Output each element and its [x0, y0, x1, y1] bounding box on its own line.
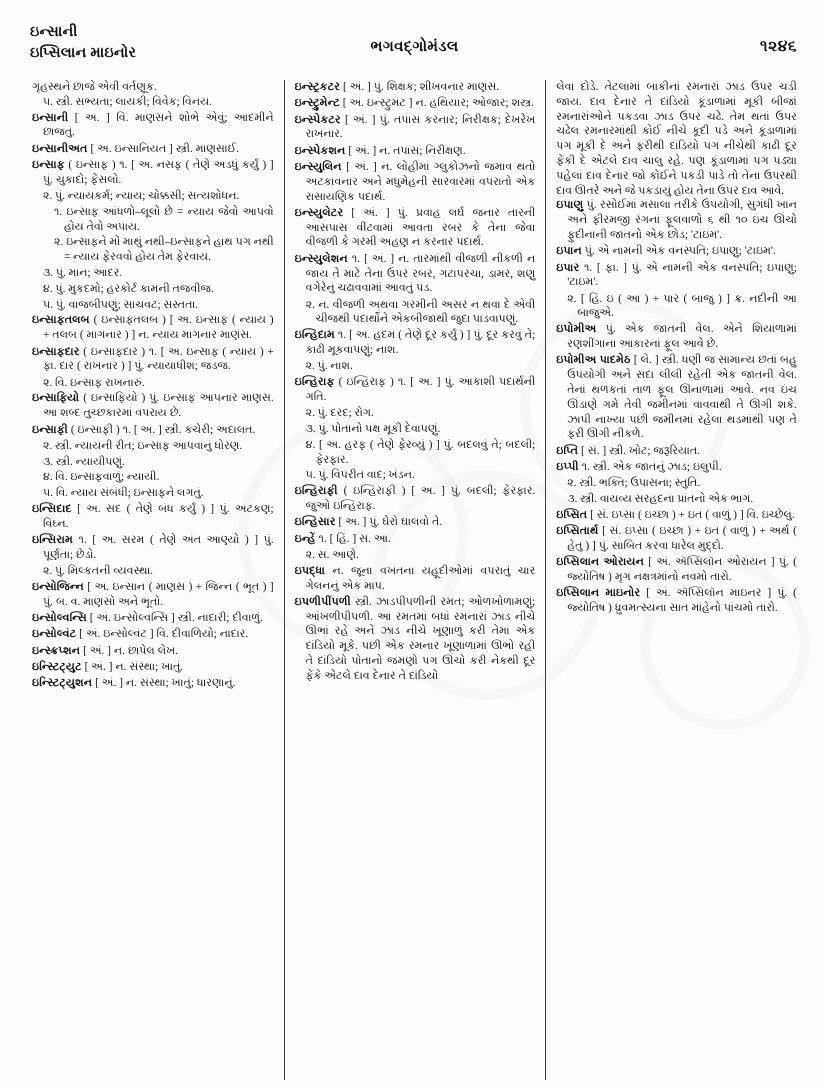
entry-example: ૨. ઇન્સાફને મોં માથું નથી–ઇન્સાફને હાથ પગ નથી = ન્યાય ફેરવવો હોય તેમ ફેરવાય. [54, 236, 274, 264]
entry-sense: ૩. પું. માન; આદર. [43, 267, 123, 280]
entry-definition: ( ઇન્સાફી ) ૧. [ અ. ] સ્ત્રી. કચેરી; અદાલત. [67, 423, 256, 436]
dictionary-entry [556, 244, 797, 259]
dictionary-entry [556, 555, 797, 585]
dictionary-entry [295, 532, 536, 547]
entry-sense: ૨. સ્ત્રી. ભક્તિ; ઉપાસના; સ્તુતિ. [567, 477, 701, 490]
entry-headword: ઇન્હેં [294, 532, 316, 545]
entry-sense: ૨. સ્ત્રી. ન્યાયની રીત; ઇન્સાફ આપવાનું ધોરણ. [43, 439, 243, 452]
entry-headword: ઇન્સાફ [32, 158, 65, 171]
entry-headword: ઇન્સ્ટ્રકટર [294, 81, 340, 93]
entry-headword: ઇપ્તિ [556, 444, 579, 457]
entry-headword: ઇપ્સિત [556, 508, 588, 521]
dictionary-entry [32, 611, 274, 626]
entry-headword: ઇન્સાફિયો [32, 392, 80, 405]
dictionary-entry [556, 261, 797, 291]
entry-definition: [ અ. ઇન્સાન ( માણસ ) + જિન્ન ( ભૂત ) ] પું. બ. વ. માણસો અને ભૂતો. [43, 581, 274, 608]
entry-definition: [ અં. ઇન્સોલ્વન્સિ ] સ્ત્રી. નાદારી; દીવાળું. [86, 612, 263, 625]
column-container [22, 80, 807, 1080]
paragraph-text: લેવા દોડે. તેટલામાં બાકીનાં રમનારાં ઝાડ ઉપર ચડી જાય. દાવ દેનાર તે દાંડિયો કૂંડાળામાં મૂકી બીજાં રમનારાંઓને પકડવા ઝાડ ઉપર ચઢે. તેમ થતાં ઉપર ચઢેલ રમનારમાંથી કોઈ નીચે કૂદી પડે અને કૂંડાળામાં પગ મૂકી દે અને ફરીથી દાંડિયો પગ નીચેથી કાઢી દૂર ફેંકી દે એટલે દાવ ચાલુ રહે. પણ કૂંડાળામાં પગ પડ્યા પહેલાં દાવ દેનાર જો કોઈને પકડી પાડે તો તેના ઉપરથી દાવ ઊતરે અને જે પકડાયું હોય તેના ઉપર દાવ આવે. [556, 81, 797, 197]
entry-definition: [ અં. ઇન્સ્ટ્રુમંટ ] ન. હથિયાર; ઓજાર; શસ્ત્ર. [339, 97, 534, 110]
dictionary-entry [295, 80, 536, 95]
entry-headword: ઇન્સોલ્વન્સિ [32, 612, 87, 625]
entry-sense: ૨. પું. નાશ. [305, 360, 353, 373]
column-1 [22, 80, 284, 1080]
book-title: ભગવદ્ગોમંડલ [370, 39, 459, 55]
entry-headword: ઇન્સોલ્વંટ [32, 628, 77, 641]
entry-sense: ૫. વિ. ન્યાય સંબંધી; ઇન્સાફને લગતું. [43, 487, 204, 500]
dictionary-entry [32, 676, 274, 691]
entry-sense: ૫. પું. વિપરીત વાદ; ખંડન. [305, 469, 415, 482]
entry-definition: ૧. સ્ત્રી. એક જાતનું ઝાડ; ઇલુપી. [578, 460, 722, 473]
dictionary-entry [556, 524, 797, 554]
entry-definition: [ અં. ] ન. લોહીમાં ગ્લુકોઝનો જમાવ થતો અટકાવનાર અને મધુમેહની સારવારમાં વપરાતો એક રાસાયણિક પદાર્થ. [305, 160, 536, 203]
dictionary-entry [32, 313, 274, 343]
entry-example: ૧. ઇન્સાફ આંધળો–લૂલો છે = ન્યાય જેવો આપવો હોય તેવો અપાય. [54, 205, 274, 233]
entry-sense: ૨. [ હિં. ઇ ( આ ) + પાર ( બાજુ ) ] ક્ર. નદીની આ બાજુએ. [567, 292, 797, 320]
dictionary-entry [295, 484, 536, 514]
entry-sense: ૨. સ. આણે. [305, 548, 359, 561]
dictionary-entry [556, 460, 797, 475]
entry-headword: ઇપળીપીંપળી [294, 595, 351, 608]
entry-definition: ન. જૂના વખતના યહૂદીઓમાં વપરાતું ચાર ગેલનનું એક માપ. [305, 564, 536, 592]
entry-headword: ઇન્સિરામ [32, 534, 73, 547]
dictionary-entry [32, 533, 274, 563]
entry-definition: ( ઇન્હિરાફ ) ૧. [ અ. ] પું. આકાશી પદાર્થની ગતિ. [305, 376, 536, 403]
entry-headword: ઇન્હિરાફ [294, 376, 335, 389]
entry-sense: ૪. [ અ. હરફ ( તેણે ફેરવ્યું ) ] પું. બદલવું તે; બદલી; ફેરફાર. [305, 438, 536, 466]
entry-headword: ઇપાન [556, 245, 582, 258]
entry-sense: ૨. ન. વીજળી અથવા ગરમીની અસર ન થવા દે એવી ચીજથી પદાર્થોને એકબીજાથી જુદા પાડવાપણું. [305, 298, 536, 326]
continued-text: ગૃહસ્થને છાજે એવી વર્તણૂક. [32, 81, 157, 93]
entry-sense: ૨. પું. દરદ; રોગ. [305, 407, 374, 420]
entry-definition: ( ઇન્સાફ ) ૧. [ અ. નસફ ( તેણે અડધું કર્યું ) ] પું. ચુકાદો; ફેંસલો. [43, 158, 274, 186]
entry-definition: [ અ. ] વિ. માણસને શોભે એવું; આદમીને છાજતું. [43, 111, 274, 139]
entry-definition: [ અં. ] ન. છાપેલ લેખ. [80, 644, 179, 657]
column-3 [545, 80, 807, 1080]
entry-definition: [ અં. ઍપ્સિલૉન ઓરાયન ] પું. ( જ્યોતિષ ) મૃગ નક્ષત્રમાંનો નવમો તારો. [567, 556, 797, 583]
entry-definition: [ સં. ઇપ્સા ( ઇચ્છા ) + ઇત ( વાળું ) + અર્થ ( હેતુ ) ] પું. સાબિત કરવા ધારેલ મુદ્દો. [567, 525, 797, 552]
entry-headword: ઇન્સ્યુલેટર [294, 206, 344, 219]
entry-definition: [ અં. ઍપ્સિલૉન માઇનર ] પું. ( જ્યોતિષ ) ધ્રુવમત્સ્યના સાત માંહેનો પાંચમો તારો. [567, 587, 797, 615]
dictionary-entry [295, 96, 536, 111]
entry-headword: ઇન્હિરાફી [294, 485, 338, 498]
entry-headword: ઇન્સિદાદ [32, 503, 72, 516]
entry-headword: ઇન્સાફી [32, 423, 68, 436]
entry-definition: પું. એક જાતની વેલ. એને શિયાળામાં રણશીંગાના આકારનાં ફૂલ આવે છે. [567, 323, 797, 351]
entry-headword: ઇપદ્ધા [294, 564, 325, 577]
dictionary-entry [32, 111, 274, 141]
column-2 [284, 80, 546, 1080]
entry-sense: ૩. સ્ત્રી. વાયવ્ય સરહદના પ્રાંતનો એક ભાગ. [567, 493, 754, 506]
dictionary-entry [295, 160, 536, 204]
entry-definition: [ અં. ] પું. શિક્ષક; શીખવનાર માણસ. [340, 81, 500, 93]
entry-definition: ૧. [ ફા. ] પું. એ નામની એક વનસ્પતિ; ઇપાણુ; 'ટાઇમ'. [567, 261, 797, 289]
entry-headword: ઇન્સ્પેકટર [294, 113, 341, 126]
dictionary-entry [295, 113, 536, 143]
entry-sense: ૩. સ્ત્રી. ન્યાયીપણું. [43, 455, 125, 468]
entry-sense: ૫. પું. વાજબીપણું; સાચવટ; સસ્તતા. [43, 298, 198, 311]
entry-headword: ઇન્સાફતલબ [32, 314, 90, 327]
dictionary-entry [32, 627, 274, 642]
entry-headword: ઇન્સાની [32, 111, 69, 124]
entry-definition: [ અં. ] ન. તપાસ; નિરીક્ષણ. [345, 144, 466, 157]
entry-headword: ઇન્સ્ક્રપ્શન [32, 644, 81, 657]
entry-headword: ઇપ્સિતાર્થ [556, 525, 599, 538]
entry-definition: [ અ. સદ ( તેણે બંધ કર્યું ) ] પું. અટકણ; વિઘ્ન. [43, 503, 274, 530]
dictionary-entry [32, 391, 274, 421]
entry-headword: ઇપ્સિલાન ઓરાયન [556, 556, 644, 569]
entry-definition: ( ઇન્સાફદાર ) ૧. [ અ. ઇન્સાફ ( ન્યાય ) + ફા. દાર ( રાખનાર ) ] પું. ન્યાયાધીશ; જડજ. [43, 345, 274, 373]
dictionary-entry [295, 206, 536, 250]
entry-headword: ઇપોમીઅ [556, 323, 597, 336]
dictionary-entry [32, 644, 274, 659]
entry-definition: પું. રસોઈમાં મસાલા તરીકે ઉપયોગી, સુગંધી ખાન અને ફીરમજી રંગનાં ફૂલવાળો ૬ થી ૧૦ ઇંચ ઊંચો ફુદીનાની જાતનો એક છોડ; 'ટાઇમ'. [567, 199, 797, 241]
entry-headword: ઇન્સોજિન્ન [32, 581, 84, 593]
entry-definition: [ સં. ઇપ્સા ( ઇચ્છા ) + ઇત ( વાળું ) ] વિ. ઇચ્છેલું. [587, 508, 795, 521]
entry-definition: [ અ. ] પું. ઘેરો ઘાલવો તે. [335, 516, 443, 529]
entry-headword: ઇન્હિસાર [294, 516, 336, 529]
page-number: ૧૨૪૬ [760, 38, 797, 55]
entry-headword: ઇપ્પી [556, 460, 579, 473]
entry-sense: ૪. વિ. ઇન્સાફવાળું; ન્યાયી. [43, 471, 160, 484]
entry-sense: ૨. પું. ન્યાયકર્મ; ન્યાય; ચોક્કસી; સત્યશોધન. [43, 190, 240, 203]
dictionary-entry [32, 423, 274, 438]
dictionary-entry [32, 502, 274, 532]
dictionary-entry [295, 328, 536, 358]
entry-definition: ( ઇન્સાફિયો ) પું. ઇન્સાફ આપનાર માણસ. આ શબ્દ તુચ્છકારમાં વપરાય છે. [43, 392, 274, 420]
entry-definition: ૧. [ અ. હદમ ( તેણે દૂર કર્યું ) ] પું. દૂર કરવું તે; કાઢી મૂકવાપણું; નાશ. [305, 329, 536, 357]
entry-definition: [ અં. ] ન. સંસ્થા; ખાતું. [81, 660, 184, 673]
dictionary-entry [556, 508, 797, 523]
entry-definition: [ અં. ] પું. તપાસ કરનાર; નિરીક્ષક; દેખરેખ રાખનાર. [305, 113, 536, 141]
dictionary-entry [556, 353, 797, 442]
entry-definition: પું. એ નામની એક વનસ્પતિ; ઇપાણુ; 'ટાઇમ'. [581, 245, 776, 258]
entry-headword: ઇન્સ્ટ્રુમેન્ટ [294, 97, 340, 110]
entry-headword: ઇપ્સિલાન માઇનોર [556, 587, 641, 600]
dictionary-entry [556, 198, 797, 242]
guide-word-last: ઇપ્સિલાન માઇનોર [30, 45, 137, 62]
entry-headword: ઇન્સાફદાર [32, 345, 80, 358]
dictionary-entry [295, 375, 536, 405]
entry-headword: ઇન્સ્યુલિન [294, 160, 342, 173]
entry-definition: [ સં. ] સ્ત્રી. ખોટ; જરૂરિયાત. [578, 444, 700, 457]
entry-definition: સ્ત્રી. ઝાડપીપળીની રમત; ઓળખોળામણું; આંખળીપીપળી. આ રમતમાં બધાં રમનારાં ઝાડ નીચે ઊભાં રહે અને ઝાડ નીચે ખૂણાળું કરી તેમાં એક દાંડિયો મૂકે. પછી એક રમનાર ખૂણાળામાં ઊભો રહી તે દાંડિયો પોતાનો જમણો પગ ઊંચો કરી નેકથી દૂર ફેંકે એટલે દાવ દેનાર તે દાંડિયો [305, 595, 536, 682]
entry-definition: [ અં. ] ન. સંસ્થા; ખાતું; ધારણાનું. [92, 677, 236, 690]
entry-headword: ઇન્સ્યુલેશન [294, 252, 348, 265]
entry-sense: ૩. પું. પોતાનો પક્ષ મૂકી દેવાપણું. [305, 423, 441, 436]
entry-sense: ૫. સ્ત્રી. સભ્યતા; લાયકી; વિવેક; વિનય. [43, 95, 212, 108]
entry-headword: ઇન્સ્ટિટ્યુશન [32, 677, 93, 690]
entry-headword: ઇન્સાનીઅત [32, 142, 88, 155]
dictionary-entry [295, 144, 536, 159]
dictionary-entry [32, 345, 274, 375]
guide-word-first: ઇન્સાની [30, 24, 78, 40]
entry-definition: [ અ. ઇન્સાનિયત ] સ્ત્રી. માણસાઈ. [87, 142, 239, 155]
entry-definition: ૧. [ હિં. ] સ. આ. [315, 532, 391, 545]
dictionary-entry [295, 564, 536, 594]
entry-headword: ઇન્સ્ટિટ્યુટ [32, 660, 82, 673]
dictionary-entry [295, 515, 536, 530]
dictionary-entry [32, 580, 274, 610]
running-head [22, 22, 807, 74]
dictionary-entry [32, 142, 274, 157]
entry-definition: [ અં. ઇન્સોલ્વંટ ] વિ. દીવાળિયો; નાદાર. [76, 628, 249, 641]
dictionary-entry [32, 660, 274, 675]
entry-sense: ૨. પું. મિલ્કતની વ્યવસ્થા. [43, 565, 154, 578]
entry-definition: [ લે. ] સ્ત્રી. ધણી જ સામાન્ય છતાં બહુ ઉપયોગી અને સદા લીલી રહેતી એક જાતની વેલ. તેનાં થળકતાં તાળ ફૂલ ઊનાળામાં આવે. નવ ઇંચ ઊંડાણે ગમે તેવી જમીનમાં વાવવાથી તે ઊગી શકે. ઝાપી નાખ્યા પછી જમીનમાં રહેલા થડમાંથી પણ તે ફરી ઊગી નીકળે. [567, 354, 797, 441]
entry-definition: ( ઇન્હિરાફી ) [ અ. ] પું. બદલી; ફેરફાર. જુઓ ઇન્હિરાફ. [305, 485, 536, 513]
entry-definition: ( ઇન્સાફતલબ ) [ અ. ઇન્સાફ ( ન્યાય ) + તલબ ( માગનાર ) ] ન. ન્યાય માગનાર માણસ. [43, 314, 274, 342]
entry-sense: ૨. વિ. ઇન્સાફ રાખનારું. [43, 376, 145, 389]
entry-headword: ઇપાણુ [556, 199, 584, 212]
entry-headword: ઇન્હિદામ [294, 329, 335, 342]
entry-headword: ઇન્સ્પેકશન [294, 144, 346, 157]
dictionary-entry [295, 252, 536, 296]
dictionary-entry [556, 586, 797, 616]
dictionary-entry [32, 158, 274, 188]
entry-definition: ૧. [ અ. સરમ ( તેણે અંત આણ્યો ) ] પું. પૂર્ણતા; છેડો. [43, 534, 274, 561]
entry-headword: ઇપોમીઅ પાદમેઠ [556, 354, 631, 367]
entry-headword: ઇપાર [556, 261, 580, 274]
entry-sense: ૪. પું. મુકદમો; હરકોર્ટ કામની તજવીજ. [43, 282, 214, 295]
entry-definition: ૧. [ અં. ] ન. તારમાંથી વીજળી નીકળી ન જાય તે માટે તેના ઉપર રબર, ગટાપરચા, ડામર, શણુ વગેરેનું ચઢાવવામાં આવતું પડ. [305, 252, 536, 295]
dictionary-entry [295, 595, 536, 684]
dictionary-entry [556, 322, 797, 352]
dictionary-entry [556, 444, 797, 459]
entry-definition: [ અં. ] પું. પ્રવાહ લર્ઘ જનાર તારની આસપાસ વીંટવામાં આવતા રબર કે તેના જેવા વીજળી કે ગરમી અહણ ન કરનાર પદાર્થ. [305, 206, 536, 249]
